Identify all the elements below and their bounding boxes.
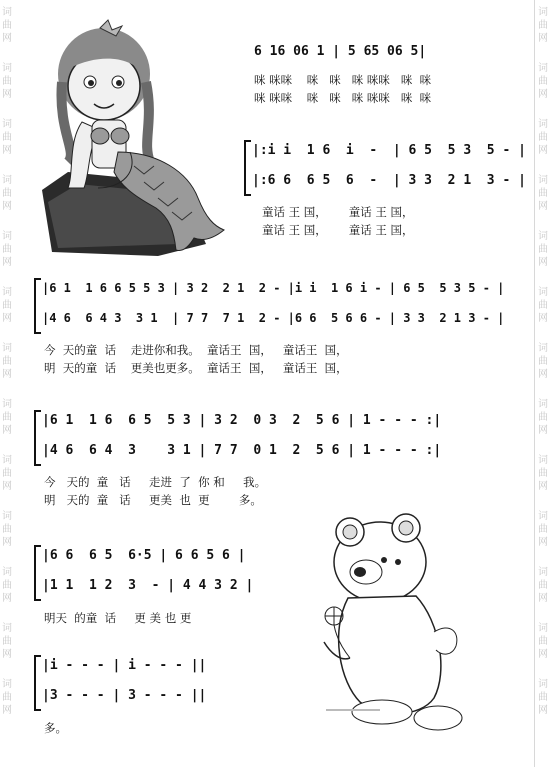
watermark-text: 词 曲 网 [538,511,548,548]
watermark-text: 词 曲 网 [2,567,12,604]
watermark-text: 词 曲 网 [2,231,12,268]
watermark-text: 词 曲 网 [2,623,12,660]
watermark-text: 词 曲 网 [2,7,12,44]
watermark-text: 词 曲 网 [538,567,548,604]
watermark-text: 词 曲 网 [538,7,548,44]
watermark-text: 词 曲 网 [2,399,12,436]
system-brace [34,278,41,334]
watermark-text: 词 曲 网 [2,455,12,492]
watermark-text: 词 曲 网 [538,175,548,212]
watermark-text: 词 曲 网 [538,119,548,156]
watermark-text: 词 曲 网 [2,175,12,212]
notation-row-lower: |1 1 1 2 3 - | 4 4 3 2 | [42,578,254,593]
system-brace [244,140,251,196]
lyric-line: 明 天的童 话 更美也更多。 童话王 国， 童话王 国， [44,361,348,375]
notation-row-lower: |4 6 6 4 3 3 1 | 7 7 0 1 2 5 6 | 1 - - - :| [42,443,442,458]
watermark-text: 词 曲 网 [2,119,12,156]
notation-row-upper: |6 6 6 5 6·5 | 6 6 5 6 | [42,548,246,563]
watermark-text: 词 曲 网 [538,623,548,660]
lyric-line: 咪 咪咪 咪 咪 咪 咪咪 咪 咪 [254,91,432,105]
lyric-line: 今 天的童 话 走进你和我。 童话王 国， 童话王 国， [44,343,348,357]
watermark-text: 词 曲 网 [538,63,548,100]
watermark-text: 词 曲 网 [538,343,548,380]
lyric-line: 今 天的 童 话 走进 了 你 和 我。 [44,475,267,489]
watermark-text: 词 曲 网 [538,231,548,268]
lyric-line: 童话 王 国， 童话 王 国， [262,223,414,237]
lyric-line: 明 天的 童 话 更美 也 更 多。 [44,493,262,507]
lyric-line: 明天 的童 话 更 美 也 更 [44,611,192,625]
lyric-line: 多。 [44,721,67,735]
notation-row-upper: |:i i 1 6 i - | 6 5 5 3 5 - | [252,143,526,158]
watermark-right [536,0,550,767]
watermark-text: 词 曲 网 [538,679,548,716]
watermark-left [0,0,14,767]
mermaid-illustration [38,12,238,260]
notation-row-upper: |i - - - | i - - - || [42,658,207,673]
watermark-text: 词 曲 网 [2,63,12,100]
watermark-text: 词 曲 网 [538,455,548,492]
notation-row-lower: |:6 6 6 5 6 - | 3 3 2 1 3 - | [252,173,526,188]
notation-row-upper: |6 1 1 6 6 5 5 3 | 3 2 0 3 2 5 6 | 1 - - - :| [42,413,442,428]
watermark-text: 词 曲 网 [2,511,12,548]
watermark-text: 词 曲 网 [2,343,12,380]
notation-row-lower: |3 - - - | 3 - - - || [42,688,207,703]
watermark-text: 词 曲 网 [538,399,548,436]
watermark-text: 词 曲 网 [2,679,12,716]
system-brace [34,410,41,466]
notation-row: 6 16 06 1 | 5 65 06 5| [254,44,427,59]
system-brace [34,545,41,601]
notation-row-lower: |4 6 6 4 3 3 1 | 7 7 7 1 2 - |6 6 5 6 6 - | 3 3 2 1 3 - | [42,311,505,325]
watermark-text: 词 曲 网 [538,287,548,324]
bear-illustration [320,512,470,734]
watermark-text: 词 曲 网 [2,287,12,324]
lyric-line: 咪 咪咪 咪 咪 咪 咪咪 咪 咪 [254,73,432,87]
lyric-line: 童话 王 国， 童话 王 国， [262,205,414,219]
system-brace [34,655,41,711]
notation-row-upper: |6 1 1 6 6 5 5 3 | 3 2 2 1 2 - |i i 1 6 i - | 6 5 5 3 5 - | [42,281,505,295]
